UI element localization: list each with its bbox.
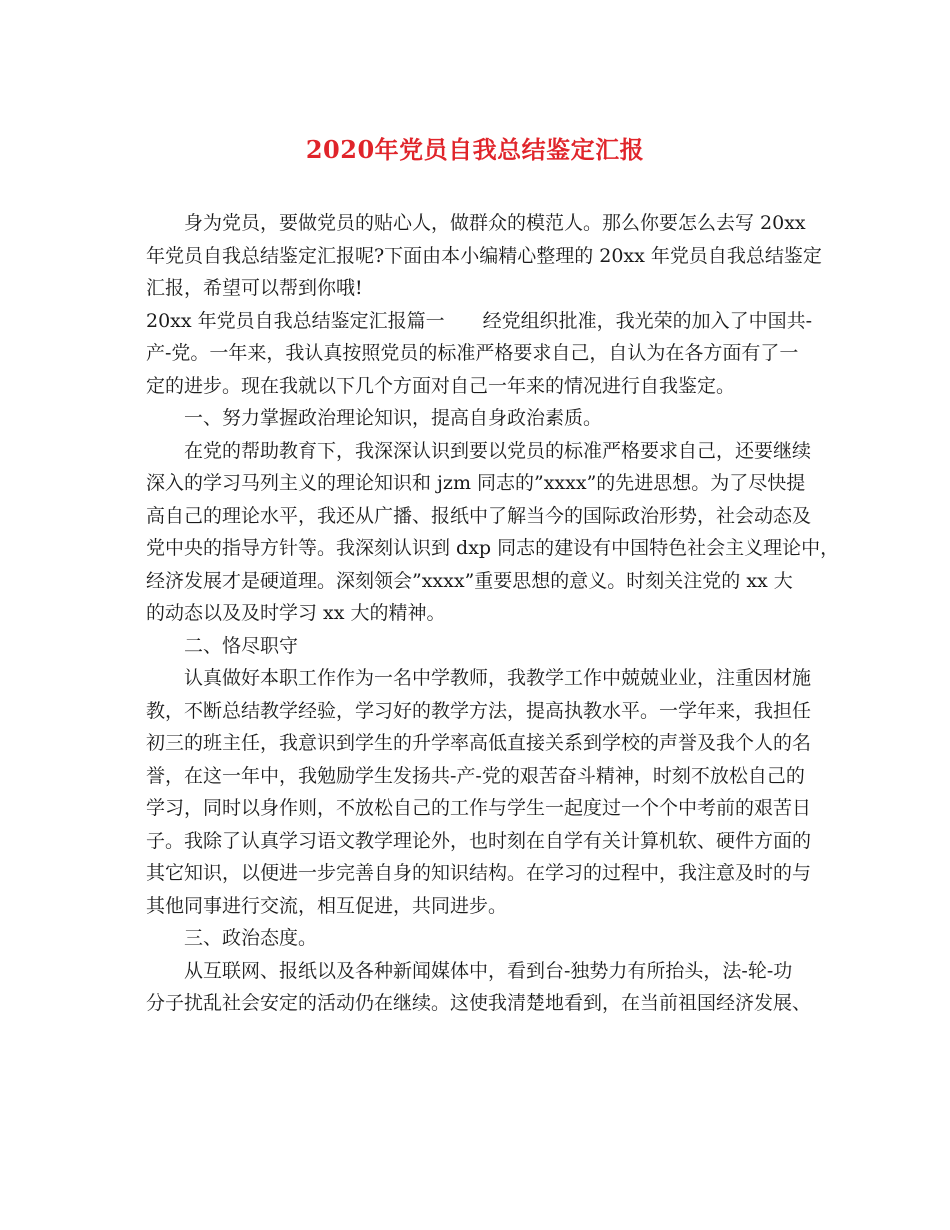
body-text-line: 其他同事进行交流，相互促进，共同进步。 bbox=[146, 894, 508, 917]
body-text-line: 经济发展才是硬道理。深刻领会”xxxx”重要思想的意义。时刻关注党的 xx 大 bbox=[146, 569, 793, 592]
body-text-line: 20xx 年党员自我总结鉴定汇报篇一 经党组织批准，我光荣的加入了中国共- bbox=[146, 309, 813, 332]
body-text-line: 在党的帮助教育下，我深深认识到要以党员的标准严格要求自己，还要继续 bbox=[184, 439, 812, 462]
document-body bbox=[146, 207, 840, 1020]
body-text-line: 其它知识，以便进一步完善自身的知识结构。在学习的过程中，我注意及时的与 bbox=[146, 862, 812, 884]
document-title: 2020年党员自我总结鉴定汇报 bbox=[305, 135, 645, 164]
body-text-line: 深入的学习马列主义的理论知识和 jzm 同志的”xxxx”的先进思想。为了尽快提 bbox=[146, 472, 806, 494]
body-text-line: 认真做好本职工作作为一名中学教师，我教学工作中兢兢业业，注重因材施 bbox=[184, 667, 812, 689]
body-text-line: 高自己的理论水平，我还从广播、报纸中了解当今的国际政治形势，社会动态及 bbox=[146, 504, 812, 527]
body-text-line: 年党员自我总结鉴定汇报呢?下面由本小编精心整理的 20xx 年党员自我总结鉴定 bbox=[146, 244, 822, 267]
body-text-line: 从互联网、报纸以及各种新闻媒体中，看到台-独势力有所抬头，法-轮-功 bbox=[184, 959, 793, 982]
body-text-line: 誉，在这一年中，我勉励学生发扬共-产-党的艰苦奋斗精神，时刻不放松自己的 bbox=[146, 764, 805, 787]
body-text-line: 子。我除了认真学习语文教学理论外，也时刻在自学有关计算机软、硬件方面的 bbox=[146, 829, 812, 852]
body-text-line: 三、政治态度。 bbox=[184, 927, 318, 949]
body-text-line: 党中央的指导方针等。我深刻认识到 dxp 同志的建设有中国特色社会主义理论中， bbox=[146, 537, 840, 559]
body-text-line: 身为党员，要做党员的贴心人，做群众的模范人。那么你要怎么去写 20xx bbox=[184, 212, 806, 234]
body-text-line: 二、恪尽职守 bbox=[184, 634, 299, 657]
body-text-line: 一、努力掌握政治理论知识，提高自身政治素质。 bbox=[184, 407, 603, 429]
body-text-line: 产-党。一年来，我认真按照党员的标准严格要求自己，自认为在各方面有了一 bbox=[146, 342, 799, 364]
body-text-line: 汇报，希望可以帮到你哦! bbox=[146, 277, 363, 299]
body-text-line: 的动态以及及时学习 xx 大的精神。 bbox=[146, 602, 446, 624]
body-text-line: 学习，同时以身作则，不放松自己的工作与学生一起度过一个个中考前的艰苦日 bbox=[146, 797, 812, 819]
body-text-line: 分子扰乱社会安定的活动仍在继续。这使我清楚地看到，在当前祖国经济发展、 bbox=[146, 992, 812, 1014]
body-text-line: 教，不断总结教学经验，学习好的教学方法，提高执教水平。一学年来，我担任 bbox=[146, 699, 812, 722]
body-text-line: 初三的班主任，我意识到学生的升学率高低直接关系到学校的声誉及我个人的名 bbox=[146, 732, 812, 754]
body-text-line: 定的进步。现在我就以下几个方面对自己一年来的情况进行自我鉴定。 bbox=[146, 374, 736, 397]
